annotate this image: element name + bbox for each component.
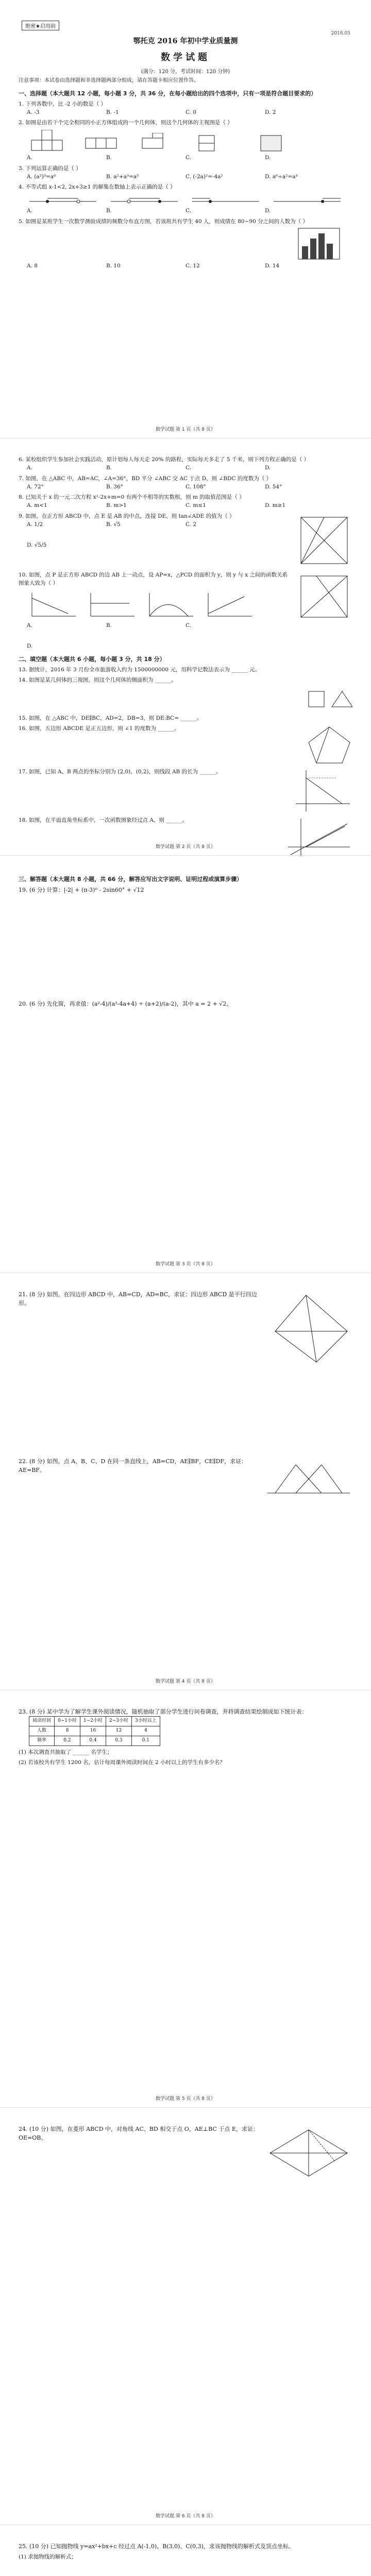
question-6: 6. 某校组织学生参加社会实践活动，原计划每人每天走 20% 的路程，实际每天多走了 5 千米，则下列方程正确的是（ ） A. B. C. D. (19, 456, 310, 471)
solid-figure (29, 130, 65, 154)
question-7: 7. 如图，在 △ABC 中，AB=AC，∠A=36°，BD 平分 ∠ABC 交 AC 于点 D，则 ∠BDC 的度数为（ ） A. 72° B. 36° C. 108° D. 54° (19, 475, 282, 490)
pentagon-figure (306, 724, 352, 766)
question-14: 14. 如图是某几何体的三视图，则这个几何体的侧面积为 ______。 (19, 676, 352, 712)
confidential-tag: 绝密★启用前 (22, 21, 59, 30)
histogram-figure (296, 226, 342, 262)
page-5 (19, 1705, 352, 1769)
question-5: 5. 如图是某班学生一次数学测验成绩的频数分布直方图，若该班共有学生 40 人，则成绩在 80~90 分之间的人数为（ ） A. 8 B. 10 C. 12 D. 14 (19, 217, 352, 270)
exam-title: 鄂托克 2016 年初中学业质量测 (133, 37, 238, 45)
rhombus-figure (265, 2125, 352, 2181)
option-a-figure (80, 133, 122, 154)
page-footer-5: 数学试题 第 5 页（共 8 页） (156, 2096, 215, 2102)
page-6 (19, 2123, 352, 2181)
rectangle-figure (296, 571, 352, 622)
page-footer-3: 数学试题 第 3 页（共 8 页） (156, 1262, 215, 1267)
section-3-heading: 三、解答题（本大题共 8 小题，共 66 分，解答应写出文字说明、证明过程或演算步骤） (19, 876, 243, 883)
question-8: 8. 已知关于 x 的一元二次方程 x²-2x+m=0 有两个不相等的实数根，则 m 的取值范围是（ ） A. m<1 B. m>1 C. m≤1 D. m≥1 (19, 494, 286, 509)
table-row: 人数 8 16 12 4 (29, 1726, 160, 1736)
question-13: 13. 据统计，2016 年 3 月份全市旅游收入约为 1500000000 元，用科学记数法表示为 ______ 元。 (19, 666, 261, 673)
page-divider (0, 855, 371, 856)
page-footer-1: 数学试题 第 1 页（共 8 页） (156, 427, 215, 432)
number-line-d (271, 194, 343, 207)
quadrilateral-figure (270, 1290, 352, 1367)
graph-option-c (144, 590, 196, 621)
question-23: 23. (8 分) 某中学为了解学生课外阅读情况，随机抽取了部分学生进行问卷调查，并将调查结果绘制成如下统计表： (19, 1708, 308, 1715)
question-2: 2. 如图是由若干个完全相同的小正方体组成的一个几何体，则这个几何体的主视图是（ ） A. B. C. D. (19, 118, 352, 162)
question-9: 9. 如图，在正方形 ABCD 中，点 E 是 AB 的中点，连接 DE，则 tan∠ADE 的值为（ ） A. 1/2 B. √5 C. 2 D. √5/5 (19, 512, 352, 569)
page-footer-6: 数学试题 第 6 页（共 8 页） (156, 2514, 215, 2519)
page-divider (0, 2524, 371, 2525)
question-24: 24. (10 分) 如图，在菱形 ABCD 中，对角线 AC、BD 相交于点 O，AE⊥BC 于点 E，求证：OE=OB。 (19, 2125, 352, 2181)
question-20: 20. (6 分) 先化简，再求值：(a²-4)/(a²-4a+4) ÷ (a+2)/(a-2)，其中 a = 2 + √2。 (19, 1001, 232, 1008)
question-15: 15. 如图，在 △ABC 中，DE∥BC，AD=2，DB=3，则 DE:BC= ______。 (19, 715, 203, 721)
question-3: 3. 下列运算正确的是（ ） A. (a²)³=a⁶ B. a²+a³=a⁵ C. (-2a)²=-4a² D. a⁶÷a²=a³ (19, 165, 298, 180)
question-21: 21. (8 分) 如图，在四边形 ABCD 中，AB=CD，AD=BC，求证：四边形 ABCD 是平行四边形。 (19, 1290, 352, 1367)
question-25: 25. (10 分) 已知抛物线 y=ax²+bx+c 经过点 A(-1,0)、B(3,0)、C(0,3)，求该抛物线的解析式及顶点坐标。 (19, 2543, 294, 2550)
page-divider (0, 2107, 371, 2108)
page-3 (19, 871, 352, 1008)
page-footer-4: 数学试题 第 4 页（共 8 页） (156, 1679, 215, 1684)
table-row: 频率 0.2 0.4 0.3 0.1 (29, 1736, 160, 1745)
exam-date: 2016.05 (331, 31, 350, 36)
three-view-figure (306, 676, 352, 712)
question-16: 16. 如图，五边形 ABCDE 是正五边形，则 ∠1 的度数为 ______。 (19, 724, 352, 766)
question-10: 10. 如图，点 P 是正方形 ABCD 的边 AB 上一动点，设 AP=x，△PCD 的面积为 y，则 y 与 x 之间的函数关系图象大致为（ ） A. B. C. D. (19, 571, 352, 651)
page-1 (19, 32, 352, 272)
option-d-figure (250, 133, 292, 154)
page-footer-2: 数学试题 第 2 页（共 8 页） (156, 844, 215, 850)
graph-option-a (27, 590, 78, 621)
coordinate-figure (291, 768, 352, 814)
question-23-part-1: (1) 本次调查共抽取了 ______ 名学生； (19, 1749, 113, 1755)
question-1: 1. 下列各数中，比 -2 小的数是（ ） A. -3 B. -1 C. 0 D. 2 (19, 100, 276, 115)
section-2-heading: 二、填空题（本大题共 6 小题，每小题 3 分，共 18 分） (19, 655, 165, 663)
graph-option-d (203, 590, 255, 621)
question-22: 22. (8 分) 如图，点 A、B、C、D 在同一条直线上，AB=CD，AE∥BF，CE∥DF，求证：AE=BF。 (19, 1457, 352, 1503)
question-4: 4. 不等式组 x-1<2, 2x+3≥1 的解集在数轴上表示正确的是（ ） A. B. C. D. (19, 183, 352, 215)
question-18: 18. 如图，在平面直角坐标系中，一次函数图象经过点 A，则 ______。 (19, 816, 352, 857)
question-17: 17. 如图，已知 A、B 两点的坐标分别为 (2,0)、(0,2)，则线段 AB 的长为 ______。 (19, 768, 352, 814)
page-4 (19, 1288, 352, 1503)
exam-subject: 数学试题 (161, 52, 210, 63)
option-c-figure (194, 133, 235, 154)
survey-table (29, 1716, 160, 1746)
page-2 (19, 453, 352, 859)
line-function-figure (285, 816, 352, 857)
exam-note: (满分：120 分，考试时间：120 分钟) (141, 69, 230, 75)
question-19: 19. (6 分) 计算：|-2| + (π-3)⁰ - 2sin60° + √12 (19, 887, 144, 894)
page-7 (19, 2540, 352, 2576)
option-b-figure (137, 133, 178, 154)
exam-instructions: 注意事项：本试卷由选择题和非选择题两部分组成，请在答题卡相应位置作答。 (19, 78, 199, 84)
graph-option-b (86, 590, 137, 621)
square-figure (296, 512, 352, 569)
section-1-heading: 一、选择题（本大题共 12 小题，每小题 3 分，共 36 分，在每小题给出的四个选项中，只有一项是符合题目要求的） (19, 90, 317, 97)
number-line-a (27, 194, 99, 207)
question-25-part-1: (1) 求抛物线的解析式； (19, 2554, 77, 2561)
table-header-row: 阅读时间 0~1小时 1~2小时 2~3小时 3小时以上 (29, 1717, 160, 1726)
number-line-c (190, 194, 262, 207)
parallel-lines-figure (265, 1457, 352, 1503)
question-23-part-2: (2) 若该校共有学生 1200 名，估计每周课外阅读时间在 2 小时以上的学生有多少名？ (19, 1759, 225, 1766)
number-line-b (108, 194, 180, 207)
